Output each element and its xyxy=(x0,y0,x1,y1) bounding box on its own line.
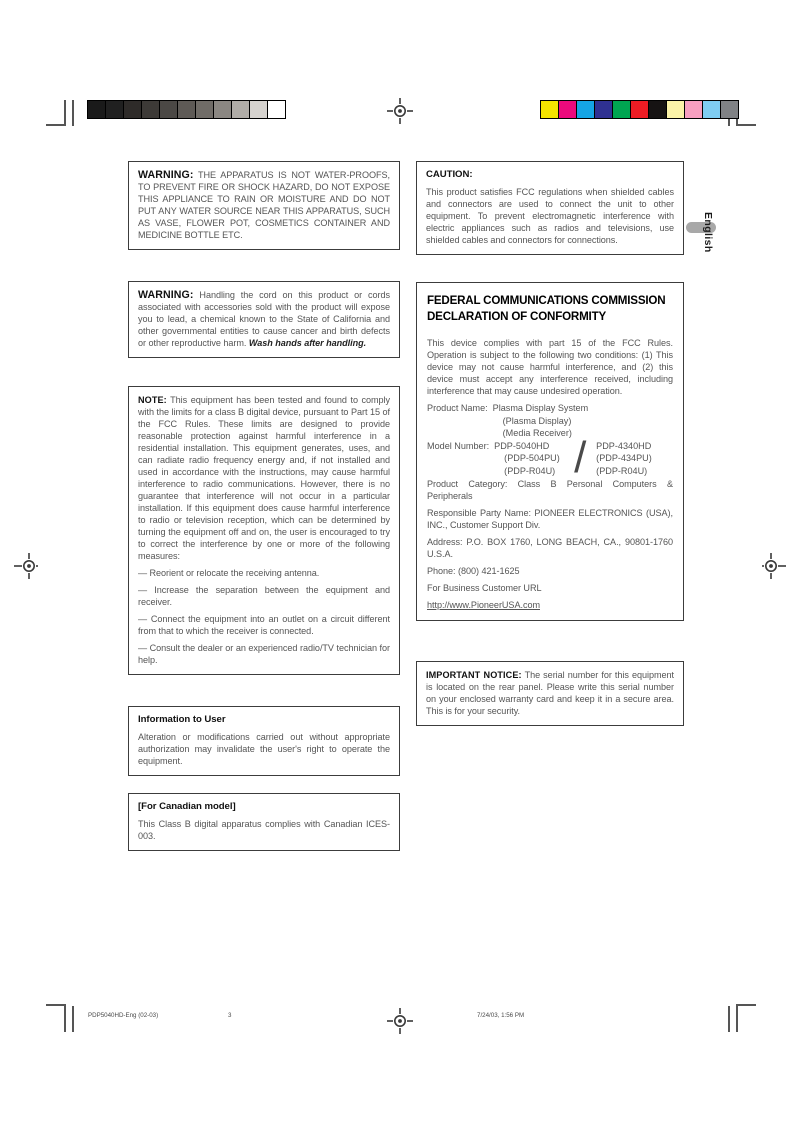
grayscale-swatch xyxy=(88,101,106,118)
caution-body: This product satisfies FCC regulations when shielded cables and connectors are used to connect the unit to other equipment. To prevent electromagnetic interference with electric appliances such as radios and televisions, use shielded cables and connectors for connections. xyxy=(426,187,674,245)
grayscale-swatch xyxy=(250,101,268,118)
warning-cord-emphasis: Wash hands after handling. xyxy=(248,338,367,348)
model-right-line: (PDP-R04U) xyxy=(596,465,648,476)
note-fcc-lead: NOTE: xyxy=(138,395,167,405)
important-notice-box xyxy=(416,661,684,726)
grayscale-swatch xyxy=(178,101,196,118)
product-name-row xyxy=(427,402,673,440)
fcc-title-line-1: FEDERAL COMMUNICATIONS COMMISSION xyxy=(427,294,666,307)
registration-target-top xyxy=(387,98,413,124)
note-fcc-measure: — Connect the equipment into an outlet on a circuit different from that to which the receiver is connected. xyxy=(138,614,390,636)
information-to-user-heading: Information to User xyxy=(138,714,226,725)
grayscale-swatch xyxy=(196,101,214,118)
footer-timestamp: 7/24/03, 1:56 PM xyxy=(477,1012,525,1019)
model-column-left xyxy=(494,440,580,478)
crop-mark-top-left xyxy=(46,100,72,126)
phone: Phone: (800) 421-1625 xyxy=(427,565,520,576)
canadian-model-heading: [For Canadian model] xyxy=(138,801,236,812)
product-name-line: (Plasma Display) xyxy=(502,415,572,426)
color-swatch xyxy=(721,101,738,118)
language-side-tab xyxy=(694,212,714,310)
model-left-line: (PDP-504PU) xyxy=(504,453,560,464)
registration-target-left xyxy=(12,553,38,579)
grayscale-swatch xyxy=(124,101,142,118)
model-right-line: (PDP-434PU) xyxy=(596,453,652,464)
product-name-key: Product Name: xyxy=(427,403,488,413)
footer-page-number: 3 xyxy=(228,1012,232,1019)
caution-heading: CAUTION: xyxy=(426,169,473,180)
information-to-user-box xyxy=(128,706,400,776)
fcc-declaration-box xyxy=(416,282,684,621)
business-customer-url-link[interactable]: http://www.PioneerUSA.com xyxy=(427,599,540,610)
note-fcc-body: This equipment has been tested and found to comply with the limits for a class B digital device, pursuant to Part 15 of the FCC Rules. These limits are designed to provide reasonable protection against harmful interference in a residential installation. This equipment generates, uses, and can radiate radio frequency energy and, if not installed and used in accordance with the instructions, may cause harmful interference to radio communications. However, there is no guarantee that interference will not occur in a particular installation. If this equipment does cause harmful interference to radio or television reception, which can be determined by turning the equipment off and on, the user is encouraged to try to correct the interference by one or more of the following measures: xyxy=(138,395,390,561)
important-notice-lead: IMPORTANT NOTICE: xyxy=(426,670,522,680)
warning-cord-box xyxy=(128,281,400,358)
model-column-right xyxy=(580,440,688,478)
color-swatch xyxy=(667,101,685,118)
model-left-line: PDP-5040HD xyxy=(494,440,550,451)
color-swatch xyxy=(703,101,721,118)
caution-box xyxy=(416,161,684,255)
warning-cord-lead: WARNING: xyxy=(138,289,194,301)
footer-file-name: PDP5040HD-Eng (02-03) xyxy=(88,1012,159,1019)
side-tab-label: English xyxy=(702,212,714,253)
responsible-party: Responsible Party Name: PIONEER ELECTRONICS (USA), INC., Customer Support Div. xyxy=(427,507,673,530)
color-swatch xyxy=(649,101,667,118)
product-name-line: (Media Receiver) xyxy=(502,428,572,439)
fcc-title-line-2: DECLARATION OF CONFORMITY xyxy=(427,310,606,323)
model-number-key: Model Number: xyxy=(427,440,490,451)
color-calibration-bar xyxy=(540,100,739,119)
note-fcc-measure: — Increase the separation between the equipment and receiver. xyxy=(138,585,390,607)
model-separator-slash: / xyxy=(574,432,587,482)
model-left-line: (PDP-R04U) xyxy=(504,465,556,476)
product-name-line: Plasma Display System xyxy=(492,403,589,413)
warning-apparatus-lead: WARNING: xyxy=(138,169,194,181)
important-notice-body: The serial number for this equipment is located on the rear panel. Please write this serial number on your enclosed warranty card and keep it in a secure area. This is for your security. xyxy=(426,670,674,716)
grayscale-calibration-bar xyxy=(87,100,286,119)
grayscale-swatch xyxy=(160,101,178,118)
color-swatch xyxy=(685,101,703,118)
crop-mark-bottom-left xyxy=(46,1004,72,1030)
business-customer-url-label: For Business Customer URL xyxy=(427,582,542,593)
color-swatch xyxy=(631,101,649,118)
registration-target-bottom xyxy=(387,1008,413,1034)
address: Address: P.O. BOX 1760, LONG BEACH, CA., 90801-1760 U.S.A. xyxy=(427,536,673,559)
canadian-model-box xyxy=(128,793,400,851)
grayscale-swatch xyxy=(214,101,232,118)
color-swatch xyxy=(613,101,631,118)
note-fcc-measure: — Consult the dealer or an experienced radio/TV technician for help. xyxy=(138,643,390,665)
color-swatch xyxy=(595,101,613,118)
product-category: Product Category: Class B Personal Computers & Peripherals xyxy=(427,478,673,501)
note-fcc-measure: — Reorient or relocate the receiving antenna. xyxy=(138,568,320,578)
canadian-model-body: This Class B digital apparatus complies with Canadian ICES-003. xyxy=(138,819,390,841)
warning-apparatus-box xyxy=(128,161,400,250)
grayscale-swatch xyxy=(232,101,250,118)
color-swatch xyxy=(559,101,577,118)
note-fcc-box xyxy=(128,386,400,675)
grayscale-swatch xyxy=(106,101,124,118)
crop-mark-bottom-right xyxy=(728,1004,754,1030)
warning-cord-body: Handling the cord on this product or cords associated with accessories sold with the product will expose you to lead, a chemical known to the State of California and other governmental entities to cause cancer and birth defects or other reproductive harm. xyxy=(138,290,390,348)
registration-target-right xyxy=(762,553,788,579)
fcc-declaration-title xyxy=(427,293,673,325)
information-to-user-body: Alteration or modifications carried out without appropriate authorization may invalidate the user's right to operate the equipment. xyxy=(138,732,390,766)
color-swatch xyxy=(541,101,559,118)
model-right-line: PDP-4340HD xyxy=(596,440,652,451)
grayscale-swatch xyxy=(142,101,160,118)
warning-apparatus-body: THE APPARATUS IS NOT WATER-PROOFS, TO PREVENT FIRE OR SHOCK HAZARD, DO NOT EXPOSE THIS APPLIANCE TO RAIN OR MOISTURE AND DO NOT PUT ANY WATER SOURCE NEAR THIS APPARATUS, SUCH AS VASE, FLOWER POT, COSMETICS CONTAINER AND MEDICINE BOTTLE ETC. xyxy=(138,170,390,240)
grayscale-swatch xyxy=(268,101,285,118)
fcc-intro: This device complies with part 15 of the FCC Rules. Operation is subject to the following two conditions: (1) This device may not cause harmful interference, and (2) this device must accept any interference received, including interference that may cause undesired operation. xyxy=(427,338,673,396)
color-swatch xyxy=(577,101,595,118)
